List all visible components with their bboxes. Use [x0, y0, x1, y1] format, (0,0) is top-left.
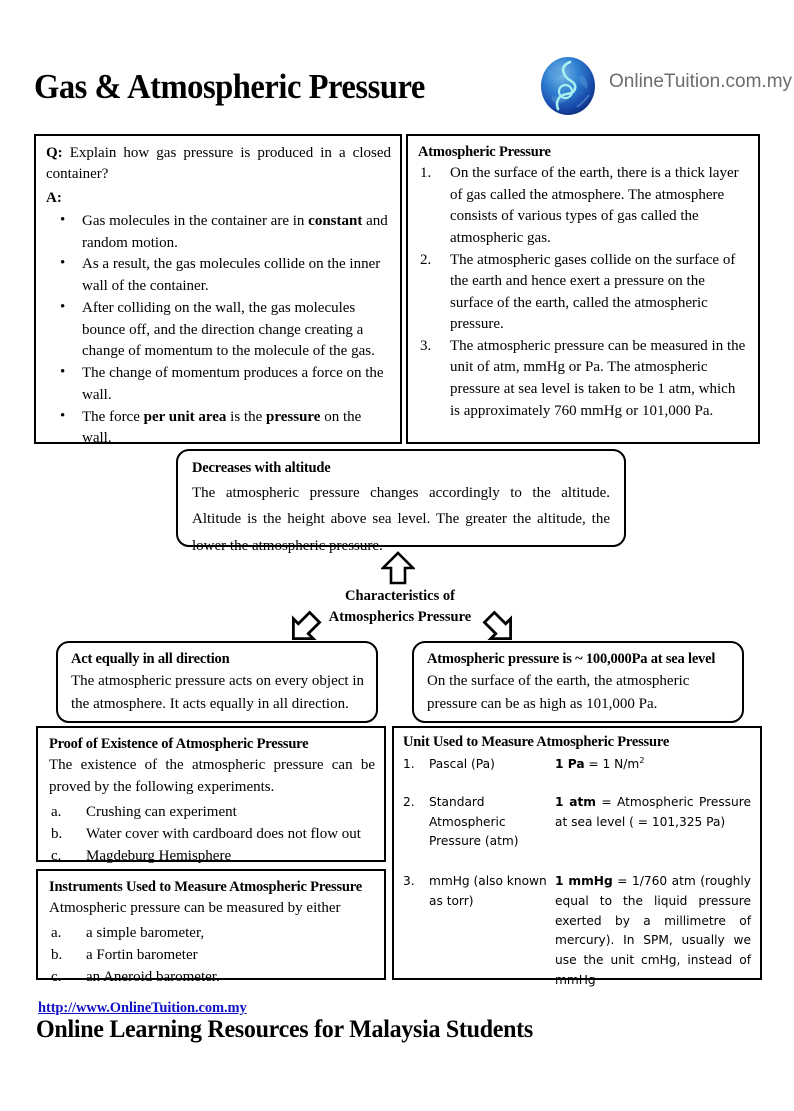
- unit-name: mmHg (also known as torr): [429, 874, 547, 908]
- unit-name: Standard Atmospheric Pressure (atm): [429, 794, 519, 849]
- table-row: [394, 755, 760, 775]
- box-heading: Atmospheric pressure is ~ 100,000Pa at sea level: [427, 651, 716, 667]
- proof-list: [49, 801, 375, 868]
- unit-definition: 1 atm = Atmospheric Pressure at sea level ( = 101,325 Pa): [555, 794, 751, 829]
- question-label: Q:: [46, 145, 63, 161]
- box-heading: Decreases with altitude: [192, 460, 331, 476]
- unit-name: Pascal (Pa): [429, 757, 495, 771]
- list-item: • The force per unit area is the pressure on the wall.: [46, 407, 391, 451]
- row-number: 1.: [403, 757, 415, 771]
- site-url-link[interactable]: http://www.OnlineTuition.com.my: [38, 1000, 247, 1016]
- globe-icon: [537, 55, 599, 117]
- box-heading: Proof of Existence of Atmospheric Pressure: [49, 736, 309, 752]
- list-item: • The change of momentum produces a force on the wall.: [46, 363, 391, 407]
- table-spacer-row: [394, 775, 760, 793]
- atmospheric-pressure-box: [406, 134, 760, 444]
- atmospheric-numbered-list: [418, 163, 749, 422]
- units-box: [392, 726, 762, 987]
- row-number: 2.: [403, 794, 415, 809]
- list-item: Water cover with cardboard does not flow out: [86, 825, 361, 842]
- question-line: [46, 143, 391, 186]
- list-item: Magdeburg Hemisphere: [86, 848, 232, 864]
- unit-definition: 1 Pa = 1 $N/m^2$: [555, 754, 645, 771]
- list-item: The atmospheric pressure can be measured in the unit of atm, mmHg or Pa. The atmospheric pressure at sea level is taken to be 1 atm, which is approximately 760 mmHg or 101,000 Pa.: [450, 337, 746, 419]
- list-item: • As a result, the gas molecules collide on the inner wall of the container.: [46, 254, 391, 298]
- unit-definition: 1 mmHg = 1/760 atm (roughly equal to the liquid pressure exerted by a millimetre of mercury). In SPM, usually we use the unit cmHg, instead of mmHg: [555, 874, 752, 987]
- site-tagline: Online Learning Resources for Malaysia Students: [36, 1016, 533, 1043]
- box-heading: Instruments Used to Measure Atmospheric Pressure: [49, 879, 362, 895]
- box-intro: The existence of the atmospheric pressure can be proved by the following experiments.: [49, 757, 375, 795]
- brand-logo: [537, 55, 794, 117]
- box-body: The atmospheric pressure changes accordingly to the altitude. Altitude is the height above sea level. The greater the altitude, the lower the atmospheric pressure.: [192, 485, 610, 554]
- arrow-up-icon: [381, 551, 415, 585]
- characteristics-line-1: Characteristics of: [345, 588, 455, 604]
- units-table: [394, 755, 760, 991]
- act-equally-box: [56, 641, 378, 723]
- decreases-with-altitude-box: [176, 449, 626, 554]
- list-item: an Aneroid barometer.: [86, 969, 220, 986]
- table-spacer-row: [394, 852, 760, 872]
- characteristics-line-2: Atmospherics Pressure: [328, 609, 472, 626]
- page-title: Gas & Atmospheric Pressure: [34, 67, 425, 106]
- list-item: a simple barometer,: [86, 924, 205, 941]
- answer-bullet-list: [46, 211, 391, 450]
- box-body: The atmospheric pressure acts on every object in the atmosphere. It acts equally in all direction.: [71, 673, 364, 713]
- box-heading: Act equally in all direction: [71, 651, 230, 667]
- box-heading: Unit Used to Measure Atmospheric Pressure: [403, 734, 670, 750]
- instruments-list: [49, 922, 375, 989]
- table-row: [394, 872, 760, 991]
- page-header: [34, 55, 793, 125]
- list-item: On the surface of the earth, there is a thick layer of gas called the atmosphere. The atmosphere consists of various types of gas called the atmospheric gas.: [450, 165, 739, 246]
- sea-level-pressure-box: [412, 641, 744, 723]
- box-body: On the surface of the earth, the atmospheric pressure can be as high as 101,000 Pa.: [427, 673, 690, 713]
- list-item: a Fortin barometer: [86, 947, 198, 964]
- question-text: Explain how gas pressure is produced in a closed container?: [46, 145, 391, 183]
- list-item: Crushing can experiment: [86, 803, 237, 820]
- row-number: 3.: [403, 874, 415, 889]
- characteristics-label: [300, 586, 500, 628]
- answer-label: A:: [46, 189, 62, 206]
- box-heading: Atmospheric Pressure: [418, 144, 551, 160]
- proof-of-existence-box: [36, 726, 386, 862]
- list-item: • After colliding on the wall, the gas molecules bounce off, and the direction change creating a change of momentum to the molecule of the gas.: [46, 298, 391, 363]
- table-row: [394, 793, 760, 852]
- box-intro: Atmospheric pressure can be measured by either: [49, 900, 341, 917]
- brand-name: OnlineTuition.com.my: [609, 71, 793, 92]
- instruments-box: [36, 869, 386, 986]
- question-answer-box: [34, 134, 402, 447]
- list-item: • Gas molecules in the container are in constant and random motion.: [46, 211, 391, 255]
- list-item: The atmospheric gases collide on the surface of the earth and hence exert a pressure on the surface of the earth, called the atmospheric pressure.: [450, 251, 736, 333]
